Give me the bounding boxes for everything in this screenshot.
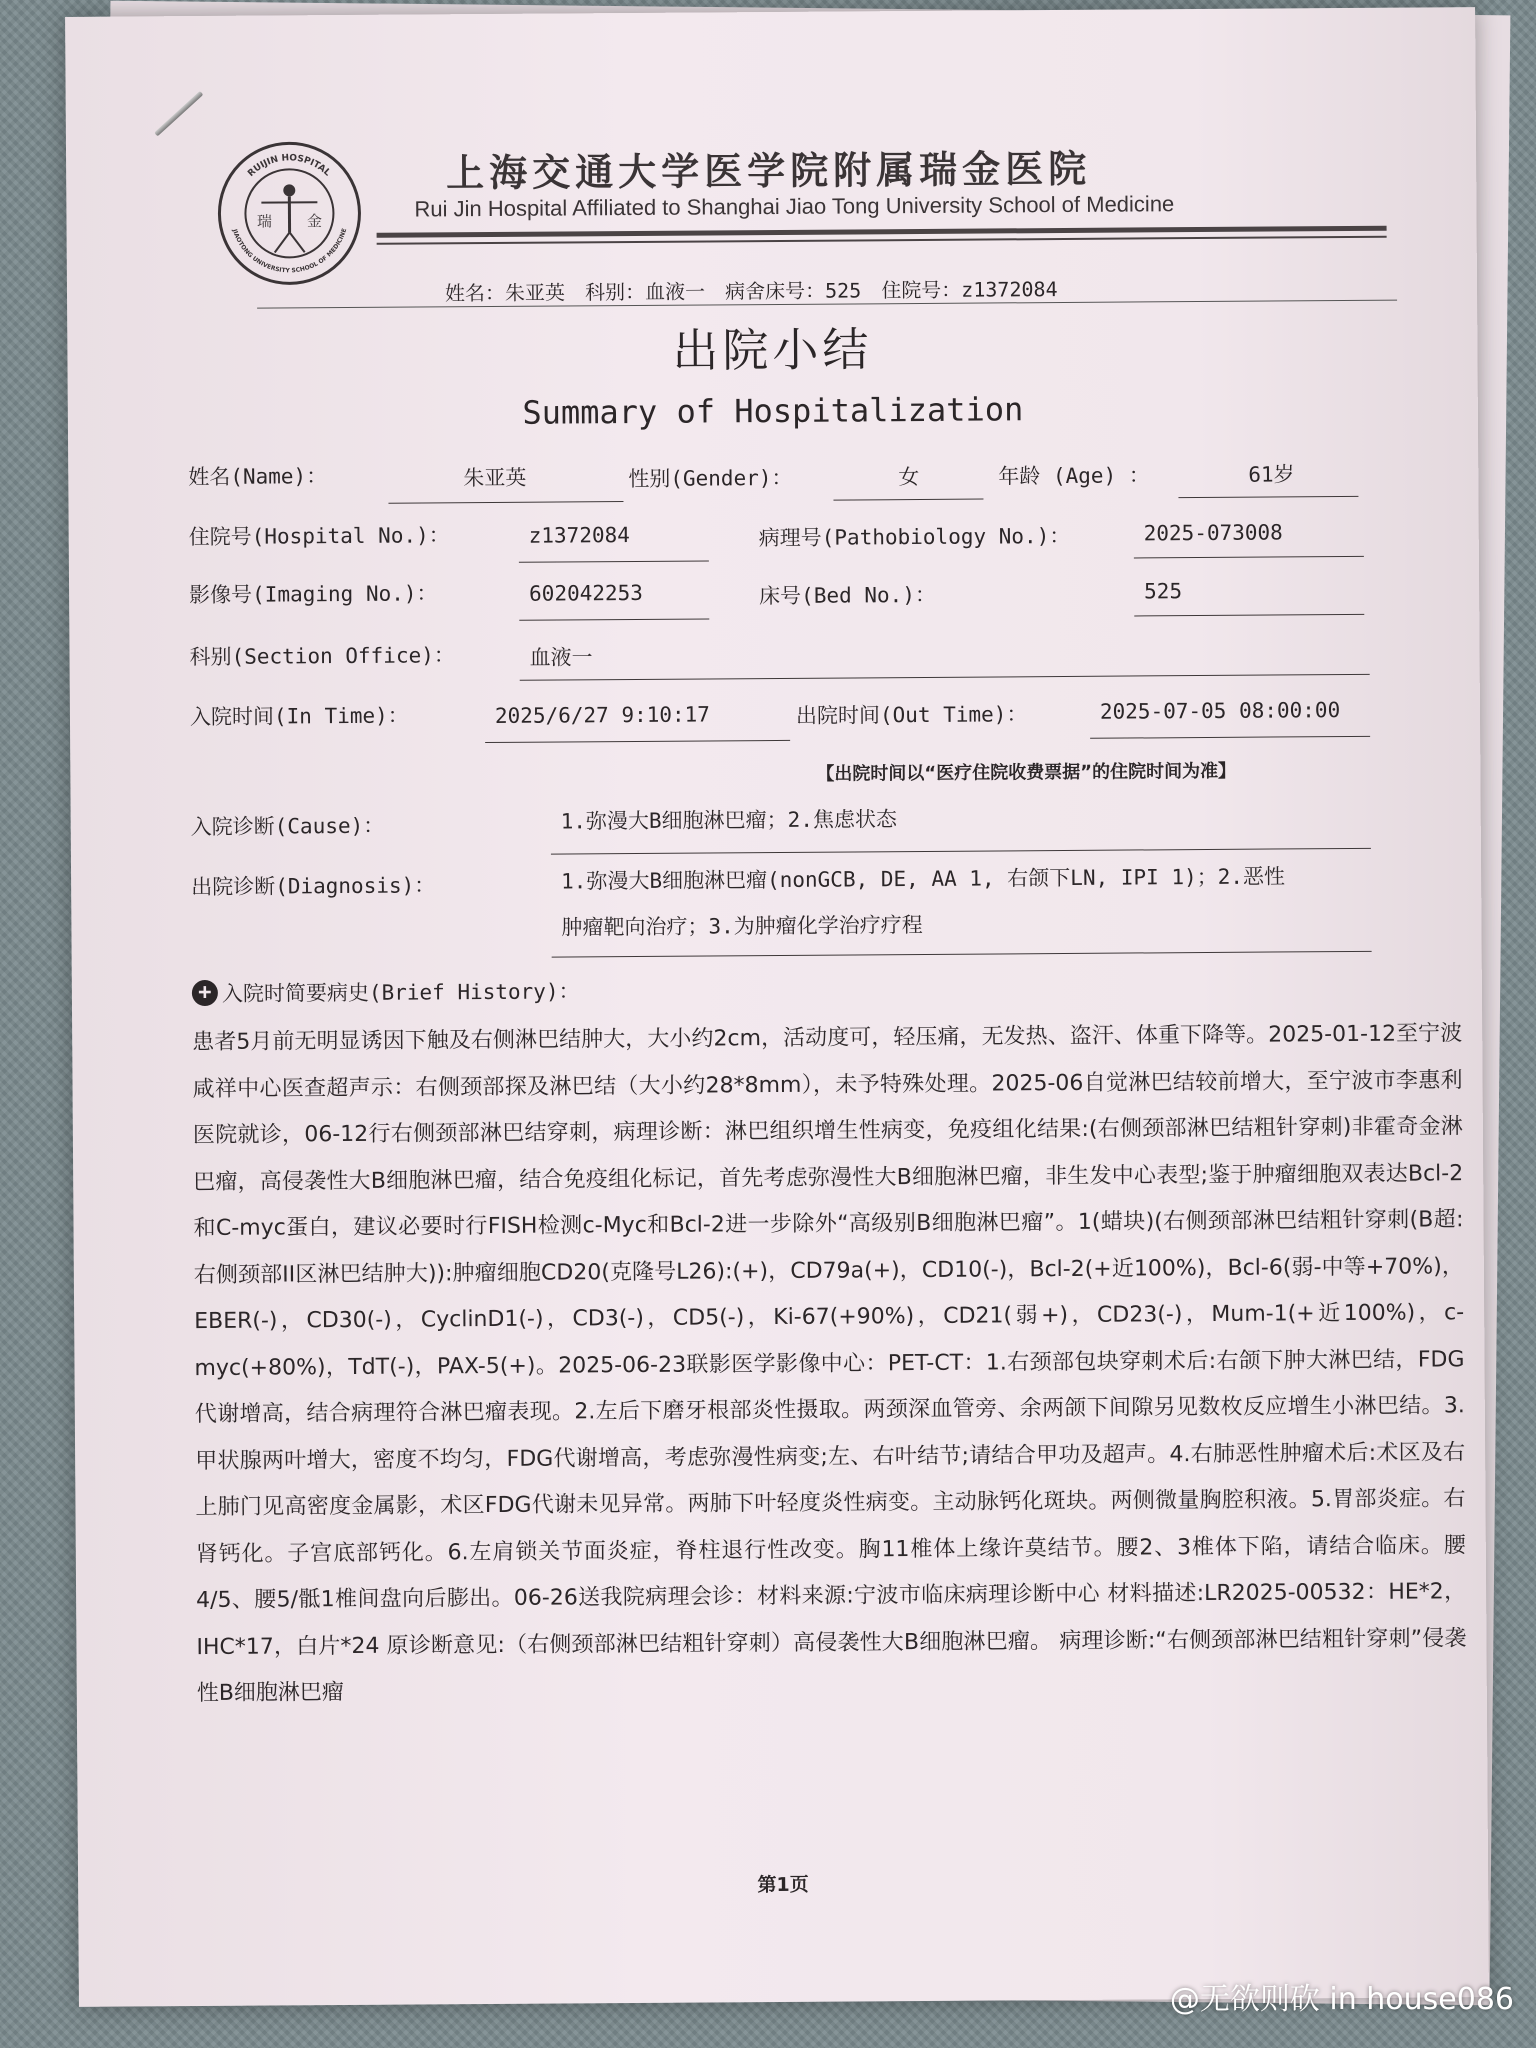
pathobiology-label: 病理号(Pathobiology No.)： bbox=[758, 523, 1071, 551]
header-rule-thin bbox=[377, 236, 1387, 245]
patient-line-hospital-no: 住院号：z1372084 bbox=[881, 277, 1058, 303]
section-label: 科别(Section Office)： bbox=[189, 643, 455, 670]
hospital-no-value: z1372084 bbox=[528, 523, 630, 548]
logo-text-bottom: JIAOTONG UNIVERSITY SCHOOL OF MEDICINE bbox=[230, 227, 349, 275]
logo-char-left: 瑞 bbox=[256, 212, 273, 231]
document-title-en: Summary of Hospitalization bbox=[522, 390, 1024, 432]
age-value: 61岁 bbox=[1248, 462, 1295, 487]
staple bbox=[154, 91, 203, 136]
pathobiology-value: 2025-073008 bbox=[1143, 520, 1283, 546]
patient-summary-line bbox=[445, 273, 1066, 306]
age-underline bbox=[1178, 496, 1358, 498]
bed-underline bbox=[1134, 614, 1364, 617]
gender-label: 性别(Gender)： bbox=[628, 465, 793, 492]
diagnosis-line-1: 1.弥漫大B细胞淋巴瘤(nonGCB, DE, AA 1, 右颌下LN, IPI 1)；2.恶性 bbox=[561, 864, 1286, 894]
out-time-label: 出院时间(Out Time)： bbox=[795, 702, 1028, 728]
document-page bbox=[65, 7, 1489, 2007]
diagnosis-line-2: 肿瘤靶向治疗；3.为肿瘤化学治疗疗程 bbox=[561, 912, 923, 940]
cause-value: 1.弥漫大B细胞淋巴瘤；2.焦虑状态 bbox=[560, 807, 897, 834]
diagnosis-label: 出院诊断(Diagnosis)： bbox=[191, 873, 436, 900]
patient-line-name: 姓名：朱亚英 bbox=[444, 280, 566, 306]
out-time-underline bbox=[1090, 736, 1370, 739]
plus-icon: + bbox=[192, 980, 218, 1006]
history-heading bbox=[192, 975, 580, 1008]
hospital-no-underline bbox=[519, 560, 709, 562]
in-time-label: 入院时间(In Time)： bbox=[189, 703, 409, 730]
pathobiology-underline bbox=[1134, 556, 1364, 559]
section-underline bbox=[520, 674, 1370, 681]
hospital-name-cn: 上海交通大学医学院附属瑞金医院 bbox=[446, 146, 1092, 196]
name-value: 朱亚英 bbox=[463, 465, 527, 491]
name-underline bbox=[388, 501, 623, 504]
imaging-underline bbox=[519, 618, 709, 620]
logo-text-top: RUIJIN HOSPITAL bbox=[246, 153, 333, 179]
hospital-name-en: Rui Jin Hospital Affiliated to Shanghai Jiao Tong University School of Medicine bbox=[414, 191, 1175, 222]
hospital-logo bbox=[216, 140, 363, 287]
bed-label: 床号(Bed No.)： bbox=[759, 582, 937, 609]
imaging-label: 影像号(Imaging No.)： bbox=[189, 581, 438, 608]
patient-line-section: 科别：血液一 bbox=[584, 279, 706, 305]
document-title-cn: 出院小结 bbox=[672, 322, 873, 378]
logo-char-right: 金 bbox=[306, 212, 323, 231]
section-value: 血液一 bbox=[529, 645, 593, 670]
out-time-note: 【出院时间以“医疗住院收费票据”的住院时间为准】 bbox=[816, 760, 1237, 785]
imaging-value: 602042253 bbox=[529, 580, 643, 606]
name-label: 姓名(Name)： bbox=[188, 464, 328, 490]
page-number: 第1页 bbox=[757, 1873, 809, 1897]
bed-value: 525 bbox=[1144, 579, 1183, 604]
in-time-value: 2025/6/27 9:10:17 bbox=[494, 702, 710, 728]
patient-line-bed: 病舍床号：525 bbox=[725, 278, 862, 304]
watermark: @无欲则砍 in house086 bbox=[1169, 1982, 1514, 2017]
out-time-value: 2025-07-05 08:00:00 bbox=[1099, 698, 1341, 724]
hospital-no-label: 住院号(Hospital No.)： bbox=[188, 523, 450, 550]
age-label: 年龄 (Age) ： bbox=[998, 463, 1150, 489]
history-heading-text: 入院时简要病史(Brief History)： bbox=[221, 979, 580, 1006]
diagnosis-underline bbox=[552, 951, 1372, 958]
cause-label: 入院诊断(Cause)： bbox=[190, 813, 385, 840]
history-body: 患者5月前无明显诱因下触及右侧淋巴结肿大，大小约2cm，活动度可，轻压痛，无发热、盗汗、体重下降等。2025-01-12至宁波咸祥中心医查超声示：右侧颈部探及淋巴结（大小约28*8mm），未予特殊处理。2025-06自觉淋巴结较前增大，至宁波市李惠利医院就诊，06-12行右侧颈部淋巴结穿刺，病理诊断：淋巴组织增生性病变，免疫组化结果:(右侧颈部淋巴结粗针穿刺)非霍奇金淋巴瘤，高侵袭性大B细胞淋巴瘤，结合免疫组化标记，首先考虑弥漫性大B细胞淋巴瘤，非生发中心表型;鉴于肿瘤细胞双表达Bcl-2和C-myc蛋白，建议必要时行FISH检测c-Myc和Bcl-2进一步除外“高级别B细胞淋巴瘤”。1(蜡块)(右侧颈部淋巴结粗针穿刺(B超:右侧颈部II区淋巴结肿大)):肿瘤细胞CD20(克隆号L26):(+)，CD79a(+)，CD10(-)，Bcl-2(+近100%)，Bcl-6(弱-中等+70%)，EBER(-)，CD30(-)，CyclinD1(-)，CD3(-)，CD5(-)，Ki-67(+90%)，CD21(弱+)，CD23(-)，Mum-1(+近100%)，c-myc(+80%)，TdT(-)，PAX-5(+)。2025-06-23联影医学影像中心：PET-CT：1.右颈部包块穿刺术后:右颌下肿大淋巴结，FDG代谢增高，结合病理符合淋巴瘤表现。2.左后下磨牙根部炎性摄取。两颈深血管旁、余两颌下间隙另见数枚反应增生小淋巴结。3.甲状腺两叶增大，密度不均匀，FDG代谢增高，考虑弥漫性病变;左、右叶结节;请结合甲功及超声。4.右肺恶性肿瘤术后:术区及右上肺门见高密度金属影，术区FDG代谢未见异常。两肺下叶轻度炎性病变。主动脉钙化斑块。两侧微量胸腔积液。5.胃部炎症。右肾钙化。子宫底部钙化。6.左肩锁关节面炎症，脊柱退行性改变。胸11椎体上缘许莫结节。腰2、3椎体下陷，请结合临床。腰4/5、腰5/骶1椎间盘向后膨出。06-26送我院病理会诊：材料来源:宁波市临床病理诊断中心 材料描述:LR2025-00532：HE*2，IHC*17，白片*24 原诊断意见:（右侧颈部淋巴结粗针穿刺）高侵袭性大B细胞淋巴瘤。 病理诊断:“右侧颈部淋巴结粗针穿刺”侵袭性B细胞淋巴瘤 bbox=[192, 1021, 1467, 1707]
gender-underline bbox=[833, 499, 983, 501]
gender-value: 女 bbox=[898, 464, 920, 490]
in-time-underline bbox=[485, 740, 790, 743]
